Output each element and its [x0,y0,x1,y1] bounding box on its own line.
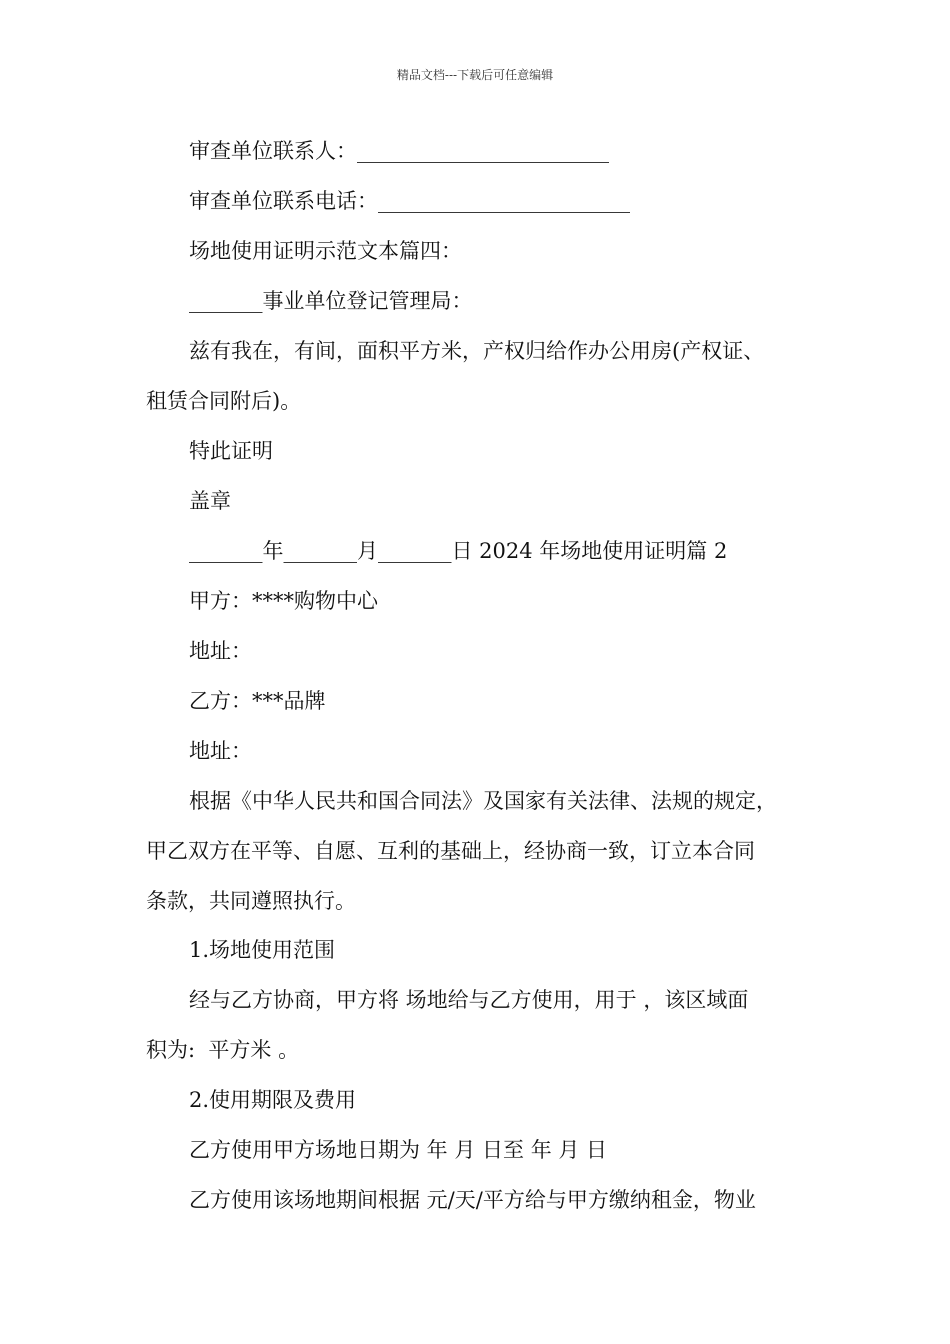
party-b-line: 乙方：***品牌 [189,689,326,713]
body-paragraph-line: 甲乙双方在平等、自愿、互利的基础上，经协商一致，订立本合同 [146,839,755,863]
clause-heading-2: 2.使用期限及费用 [189,1088,357,1112]
reviewer-phone-line: 审查单位联系电话：________________________ [189,189,630,213]
body-paragraph-line: 经与乙方协商，甲方将 场地给与乙方使用，用于 ，该区域面 [189,988,749,1012]
seal-line: 盖章 [189,489,231,513]
body-paragraph-line: 条款，共同遵照执行。 [146,889,356,913]
addressee-line: _______事业单位登记管理局： [189,289,473,313]
page-header: 精品文档---下载后可任意编辑 [396,68,554,82]
reviewer-contact-line: 审查单位联系人：________________________ [189,139,609,163]
clause-heading-1: 1.场地使用范围 [189,938,336,962]
date-and-title-line: _______年_______月_______日 2024 年场地使用证明篇 2 [189,539,728,563]
party-a-line: 甲方：****购物中心 [189,589,378,613]
body-paragraph-line: 兹有我在，有间，面积平方米，产权归给作办公用房(产权证、 [189,339,765,363]
body-paragraph-line: 租赁合同附后)。 [146,389,302,413]
party-a-address-line: 地址： [189,639,252,663]
section-title-four: 场地使用证明示范文本篇四： [189,239,462,263]
certify-line: 特此证明 [189,439,273,463]
body-paragraph-line: 乙方使用甲方场地日期为 年 月 日至 年 月 日 [189,1138,608,1162]
party-b-address-line: 地址： [189,739,252,763]
body-paragraph-line: 根据《中华人民共和国合同法》及国家有关法律、法规的规定， [189,789,777,813]
body-paragraph-line: 乙方使用该场地期间根据 元/天/平方给与甲方缴纳租金，物业 [189,1188,756,1212]
body-paragraph-line: 积为: 平方米 。 [146,1038,300,1062]
